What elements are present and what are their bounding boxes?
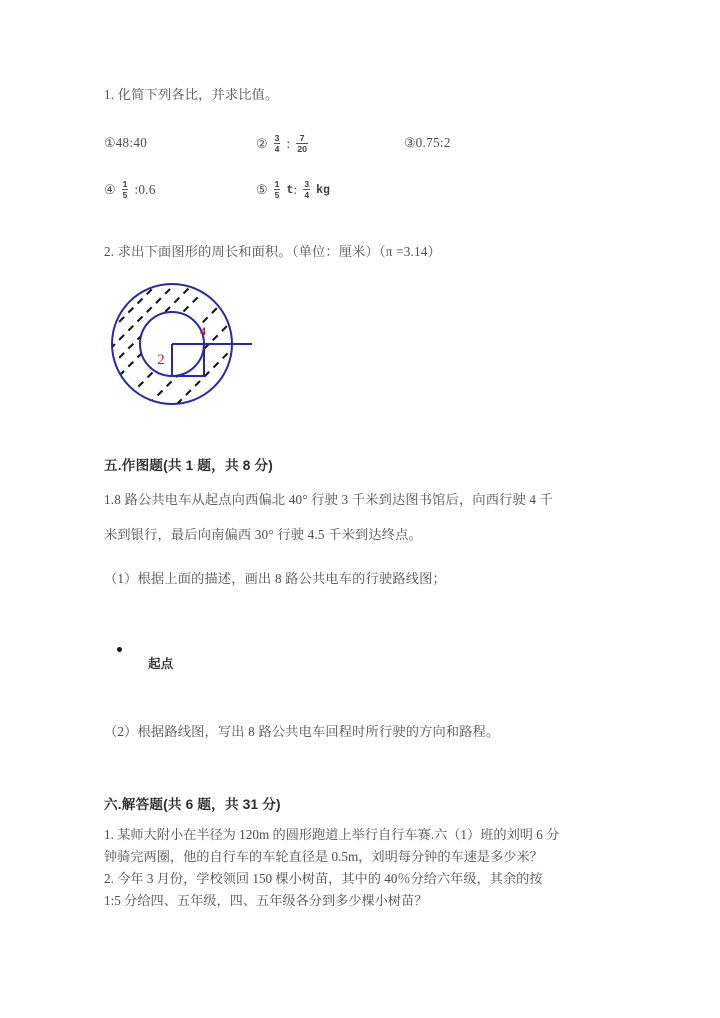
denominator: 5	[274, 189, 280, 200]
numerator: 1	[122, 178, 128, 189]
section-6-q2-line-1: 2. 今年 3 月份，学校领回 150 棵小树苗，其中的 40％分给六年级，其余的按	[104, 871, 543, 886]
q1-item-1-marker: ①	[104, 135, 116, 151]
q1-item-1-text: 48:40	[115, 135, 148, 151]
denominator: 4	[304, 189, 310, 200]
numerator: 1	[274, 178, 280, 189]
section-5-sub-question-2: （2）根据路线图，写出 8 路公共电车回程时所行驶的方向和路程。	[104, 724, 500, 739]
start-point-dot-icon	[117, 647, 122, 652]
numerator: 3	[304, 178, 310, 189]
section-5-sub-question-1: （1）根据上面的描述，画出 8 路公共电车的行驶路线图；	[104, 571, 446, 586]
q1-item-3	[404, 134, 451, 152]
q1-item-5-marker: ⑤	[256, 182, 268, 198]
section-5-q1-line-2: 米到银行，最后向南偏西 30° 行驶 4.5 千米到达终点。	[104, 527, 422, 542]
numerator: 7	[296, 134, 308, 145]
q1-item-5-separator: :	[293, 182, 298, 198]
start-point-label: 起点	[148, 657, 174, 671]
denominator: 5	[122, 189, 128, 200]
question-1-prompt: 1. 化简下列各比，并求比值。	[104, 87, 279, 102]
q1-item-5-right-unit: kg	[316, 183, 330, 197]
q1-item-4-fraction	[122, 180, 129, 201]
question-2-prompt: 2. 求出下面图形的周长和面积。（单位：厘米）（π =3.14）	[104, 244, 441, 259]
denominator: 4	[274, 143, 280, 154]
annulus-figure	[104, 281, 264, 417]
section-6-q2-line-2: 1:5 分给四、五年级，四、五年级各分到多少棵小树苗？	[104, 893, 428, 908]
q1-item-5-right-fraction	[303, 180, 310, 201]
q1-item-4	[104, 180, 156, 201]
q1-item-5-left-fraction	[274, 180, 281, 201]
q1-item-2-separator: :	[286, 136, 291, 152]
denominator: 20	[297, 143, 307, 154]
section-5-q1-line-1: 1.8 路公共电车从起点向西偏北 40° 行驶 3 千米到达图书馆后，向西行驶 4 千	[104, 492, 554, 507]
q1-item-5-left-unit: t	[286, 183, 294, 197]
q1-item-2-marker: ②	[256, 136, 268, 152]
section-6-q1-line-2: 钟骑完两圈，他的自行车的车轮直径是 0.5m，刘明每分钟的车速是多少米？	[104, 849, 543, 864]
q1-item-3-marker: ③	[404, 135, 416, 151]
q1-item-2	[256, 134, 310, 155]
section-6-q1-line-1: 1. 某师大附小在半径为 120m 的圆形跑道上举行自行车赛.六（1）班的刘明 6 分	[104, 827, 560, 842]
q1-item-5	[256, 180, 330, 201]
q1-item-3-text: 0.75:2	[415, 135, 451, 151]
q1-item-4-separator: :0.6	[134, 182, 156, 198]
outer-radius-label: 4	[200, 324, 206, 338]
section-6-heading: 六.解答题(共 6 题，共 31 分)	[104, 797, 281, 812]
numerator: 3	[274, 132, 280, 143]
inner-radius-label: 2	[157, 352, 165, 368]
q1-item-2-left-fraction	[274, 134, 281, 155]
start-point-marker	[117, 645, 174, 671]
section-5-heading: 五.作图题(共 1 题，共 8 分)	[104, 458, 274, 473]
q1-item-4-marker: ④	[104, 182, 116, 198]
q1-item-1	[104, 134, 147, 152]
q1-item-2-right-fraction	[296, 134, 308, 155]
